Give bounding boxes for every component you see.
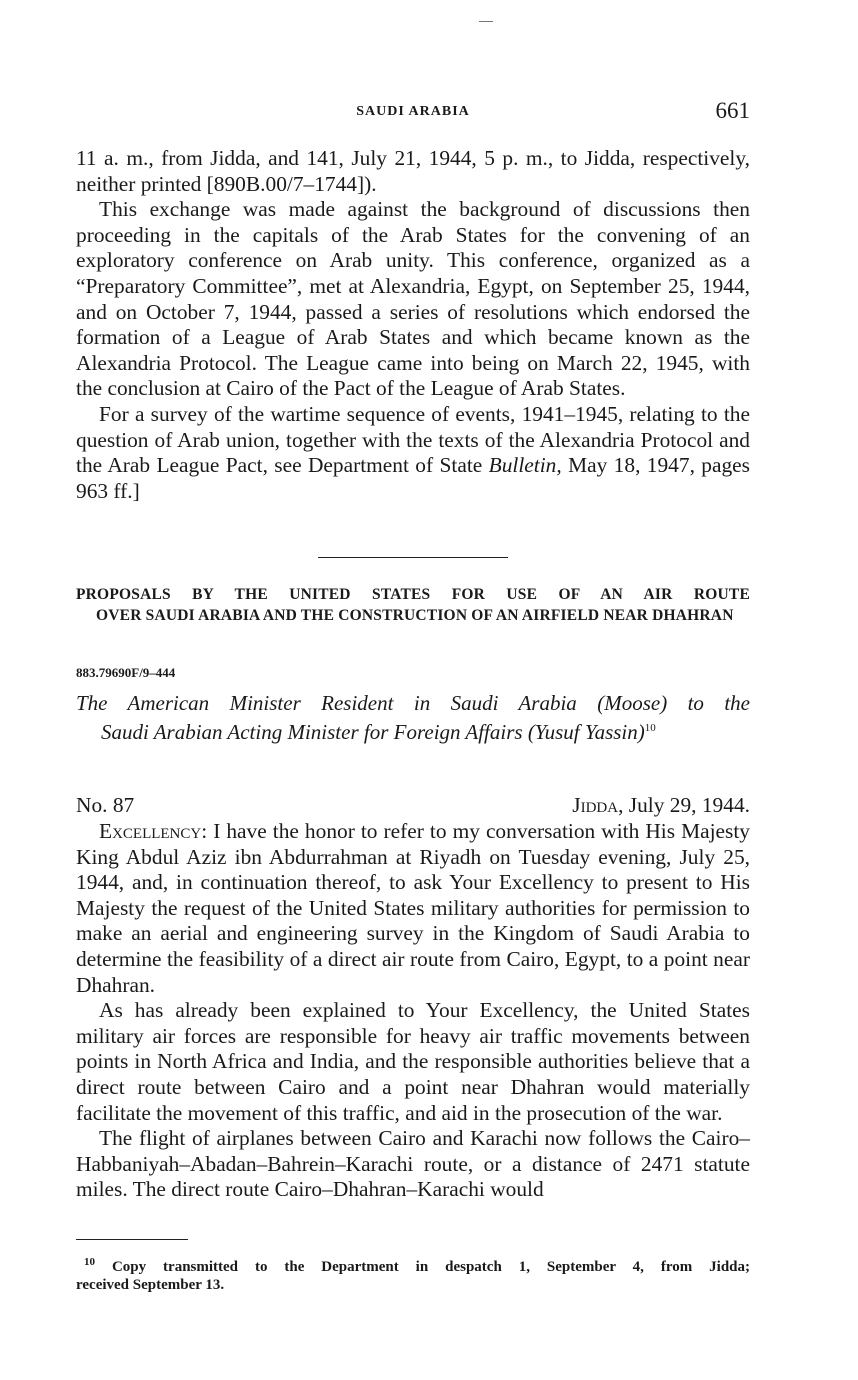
footnote-text-2: received September 13.: [76, 1277, 225, 1293]
intro-paragraph-1: 11 a. m., from Jidda, and 141, July 21, 1944, 5 p. m., to Jidda, respectively, neither printed [890B.00/7–1744]).: [76, 146, 750, 196]
footnote-text-1: Copy transmitted to the Department in despatch 1, September 4, from Jidda;: [111, 1259, 751, 1275]
intro-paragraph-2: This exchange was made against the background of discussions then proceeding in the capitals of the Arab States for the convening of an exploratory conference on Arab unity. This conference, organized as a “Preparatory Committee”, met at Alexandria, Egypt, on September 25, 1944, and on October 7, 1944, passed a series of resolutions which endorsed the formation of a League of Arab States and which became known as the Alexandria Protocol. The League came into being on March 22, 1945, with the conclusion at Cairo of the Pact of the League of Arab States.: [76, 197, 750, 401]
footnote-divider: [76, 1239, 188, 1240]
salutation: Excellency:: [99, 819, 208, 843]
letter-body: [76, 819, 750, 1203]
footnote: [76, 1253, 750, 1294]
top-edge-mark: [479, 21, 493, 22]
section-divider: [318, 557, 508, 558]
page-header: [76, 98, 750, 128]
letter-meta: [76, 793, 750, 818]
letter-place: Jidda: [572, 793, 619, 817]
letter-paragraph-2: As has already been explained to Your Excellency, the United States military air forces are responsible for heavy air traffic movements between points in North Africa and India, and the responsible authorities believe that a direct route between Cairo and a point near Dhahran would materially facilitate the movement of this traffic, and aid in the prosecution of the war.: [76, 998, 750, 1125]
letter-paragraph-3: The flight of airplanes between Cairo and Karachi now follows the Cairo–Habbaniyah–Abadan–Bahrein–Karachi route, or a distance of 2471 statute miles. The direct route Cairo–Dhahran–Karachi would: [76, 1126, 750, 1202]
letter-date: , July 29, 1944.: [618, 793, 750, 817]
section-heading-continuation: OVER SAUDI ARABIA AND THE CONSTRUCTION OF AN AIRFIELD NEAR DHAHRAN: [96, 607, 734, 624]
section-heading-line-1: PROPOSALS BY THE UNITED STATES FOR USE OF AN AIR ROUTE: [76, 586, 750, 603]
footnote-line-1: [76, 1253, 750, 1276]
letter-place-date: [572, 793, 750, 818]
bulletin-title: Bulletin,: [488, 453, 562, 478]
intro-p3-citation: May 18, 1947, pages 963 ff.]: [76, 453, 750, 503]
footnote-number: 10: [84, 1256, 95, 1268]
file-number: 883.79690F/9–444: [76, 665, 176, 680]
document-title-rest: Saudi Arabian Acting Minister for Foreign Affairs (Yusuf Yassin): [101, 720, 645, 744]
running-title: SAUDI ARABIA: [356, 104, 470, 119]
intro-paragraph-3: [76, 402, 750, 504]
section-heading: [76, 584, 750, 626]
page-number: 661: [715, 98, 750, 123]
intro-text: [76, 146, 750, 504]
letter-paragraph-1: [76, 819, 750, 998]
letter-p1-text: I have the honor to refer to my conversation with His Majesty King Abdul Aziz ibn Abdurrahman at Riyadh on Tuesday evening, July 25, 1944, and, in continuation thereof, to ask Your Excellency to present to His Majesty the request of the United States military authorities for permission to make an aerial and engineering survey in the Kingdom of Saudi Arabia to determine the feasibility of a direct air route from Cairo, Egypt, to a point near Dhahran.: [76, 819, 750, 997]
intro-p3-text: For a survey of the wartime sequence of events, 1941–1945, relating to the question of Arab union, together with the texts of the Alexandria Protocol and the Arab League Pact, see Department of State: [76, 401, 750, 478]
document-title-line-1: The American Minister Resident in Saudi Arabia (Moose) to the: [76, 691, 750, 715]
document-title: [76, 691, 750, 745]
letter-number: No. 87: [76, 793, 135, 817]
document-title-continuation: [76, 716, 750, 745]
footnote-ref: 10: [644, 722, 656, 734]
